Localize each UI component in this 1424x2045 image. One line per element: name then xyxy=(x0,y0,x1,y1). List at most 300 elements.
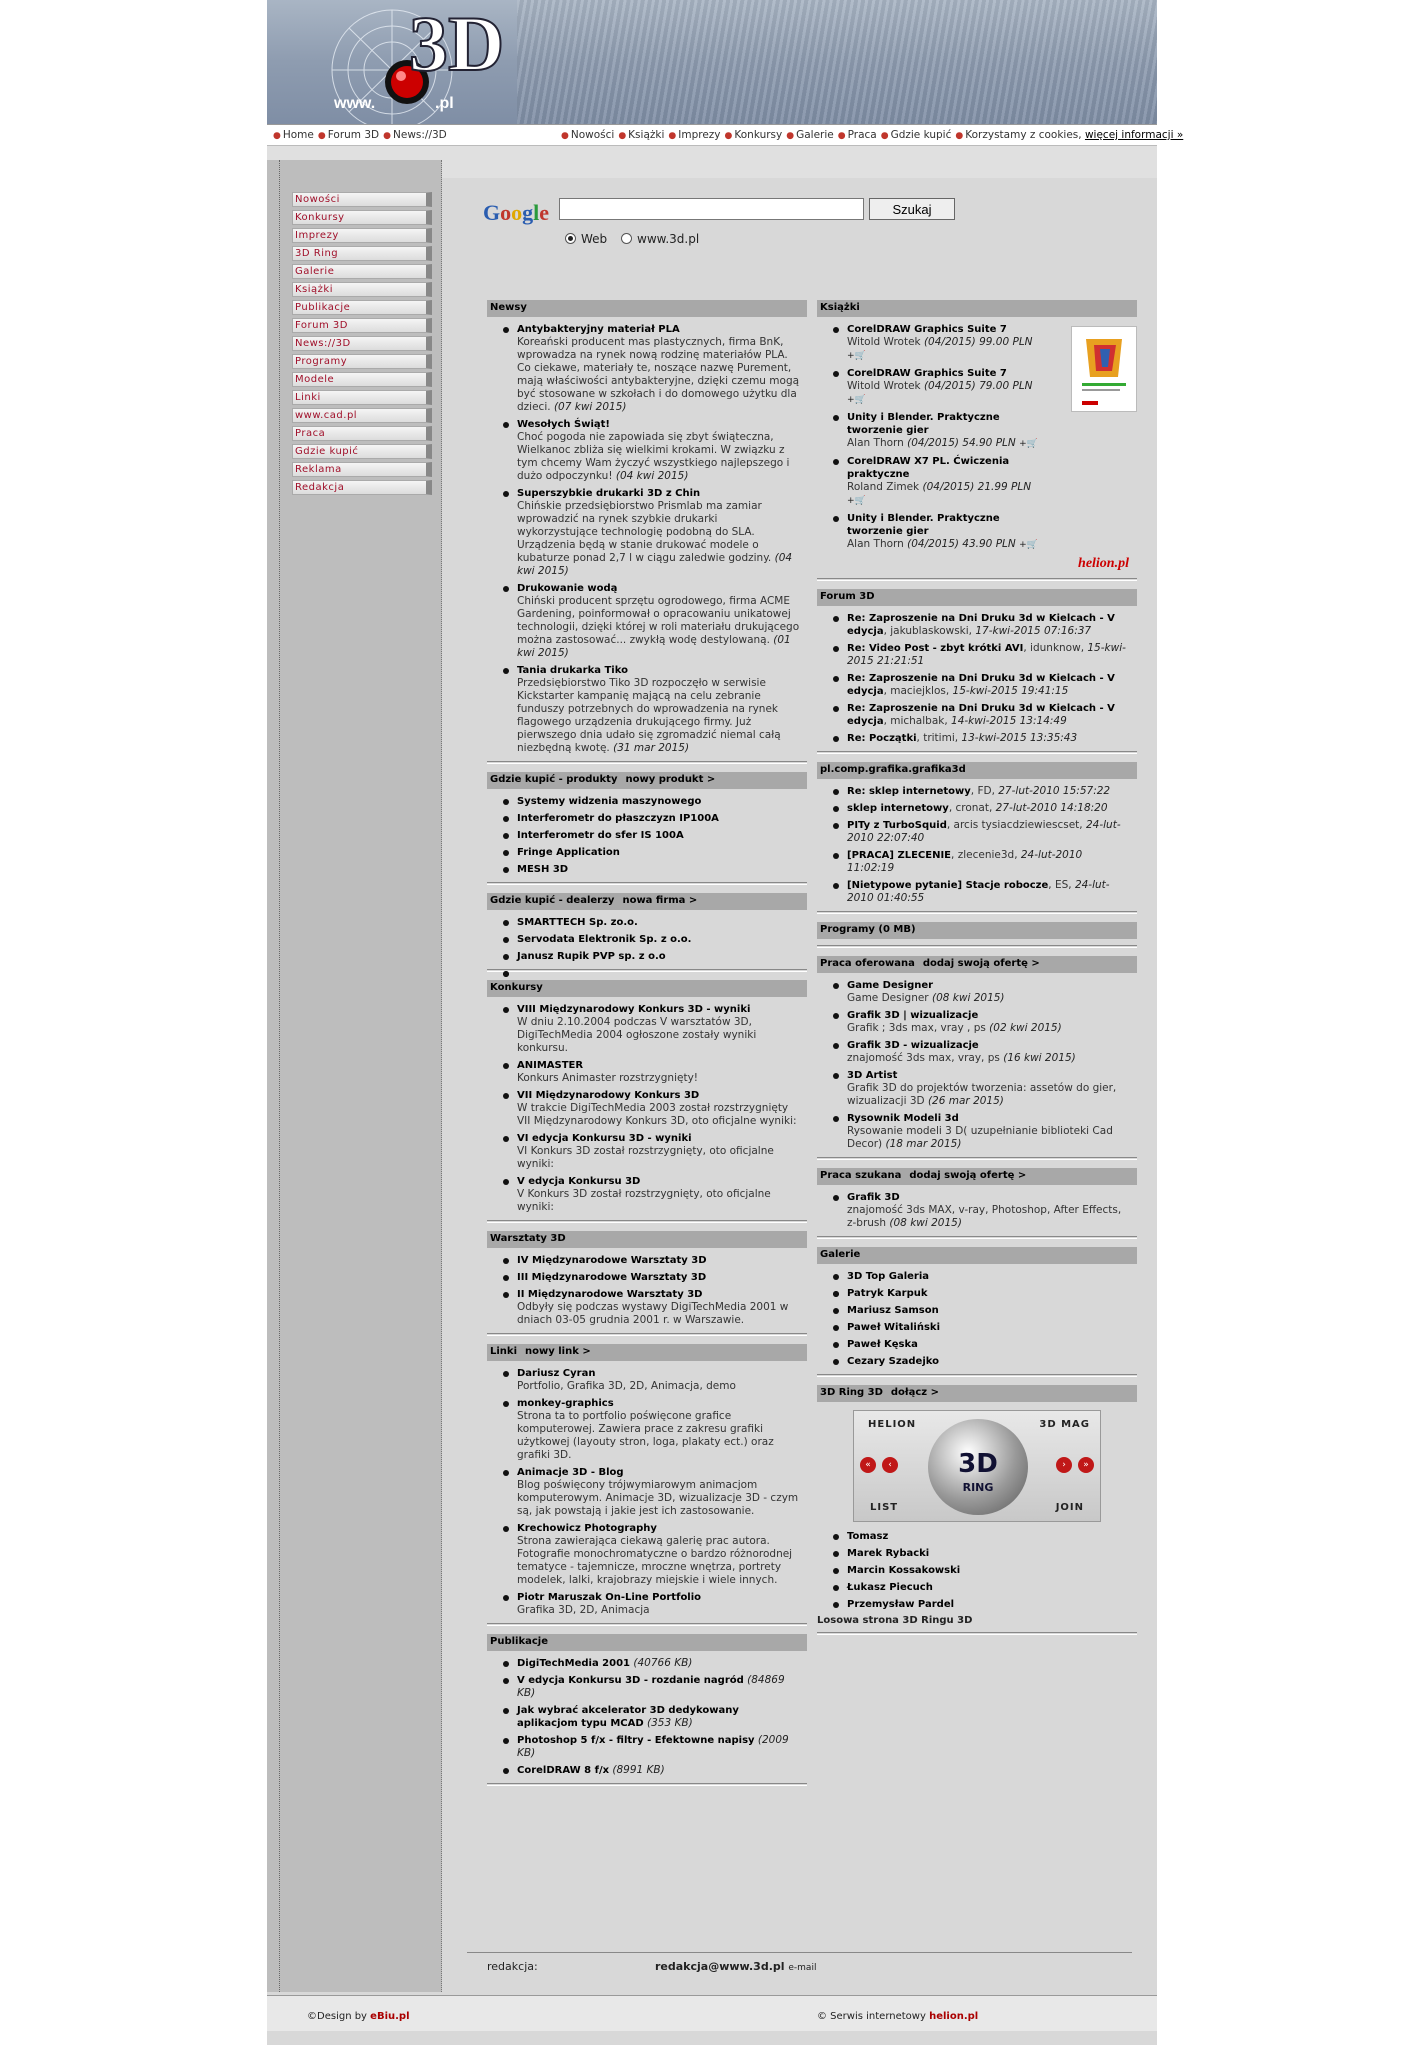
item-title-link[interactable]: ANIMASTER xyxy=(517,1060,584,1071)
cart-icon[interactable]: +🛒 xyxy=(847,496,866,506)
item-title-link[interactable]: Cezary Szadejko xyxy=(847,1356,940,1367)
sidebar-item-1[interactable]: Konkursy xyxy=(292,210,432,225)
item-title-link[interactable]: VI edycja Konkursu 3D - wyniki xyxy=(517,1133,692,1144)
bullet-icon: ● xyxy=(317,131,326,141)
item-meta: (84869 KB) xyxy=(517,1674,785,1699)
item-title-link[interactable]: Re: sklep internetowy xyxy=(847,786,971,797)
item-meta: (31 mar 2015) xyxy=(613,742,690,754)
list-item xyxy=(847,612,1131,638)
item-title-link[interactable]: Grafik 3D | wizualizacje xyxy=(847,1010,979,1021)
item-meta: 24-lut-2010 01:40:55 xyxy=(847,879,1110,904)
section-divider xyxy=(817,945,1137,948)
list-item xyxy=(847,367,1053,407)
item-title-link[interactable]: Mariusz Samson xyxy=(847,1305,939,1316)
section-dealerzy xyxy=(487,893,807,972)
item-title-link[interactable]: sklep internetowy xyxy=(847,803,949,814)
bullet-icon: ● xyxy=(618,131,627,141)
item-list xyxy=(817,979,1137,1151)
nav-left-0[interactable]: Home xyxy=(282,129,314,141)
list-item xyxy=(517,487,801,578)
item-title-link[interactable]: Antybakteryjny materiał PLA xyxy=(517,324,680,335)
radio-web[interactable]: Web xyxy=(565,232,607,246)
item-title-link[interactable]: Wesołych Świąt! xyxy=(517,419,610,430)
nav-right-6[interactable]: Gdzie kupić xyxy=(890,129,952,141)
item-title-link[interactable]: VII Międzynarodowy Konkurs 3D xyxy=(517,1090,700,1101)
item-meta: (02 kwi 2015) xyxy=(989,1022,1062,1034)
item-meta: 17-kwi-2015 07:16:37 xyxy=(975,625,1092,637)
section-header: Warsztaty 3D xyxy=(487,1231,807,1248)
sidebar-item-11[interactable]: Linki xyxy=(292,390,432,405)
section-divider xyxy=(817,751,1137,754)
item-title-link[interactable]: CorelDRAW Graphics Suite 7 xyxy=(847,368,1007,379)
item-title-link[interactable]: Re: Zaproszenie na Dni Druku 3d w Kielcach - V edycja xyxy=(847,613,1115,637)
list-item xyxy=(517,1704,801,1730)
item-title-link[interactable]: 3D Top Galeria xyxy=(847,1271,930,1282)
cart-icon[interactable]: +🛒 xyxy=(1019,540,1038,550)
section-header: Konkursy xyxy=(487,980,807,997)
item-author: , idunknow, xyxy=(1023,642,1085,654)
section-header: Gdzie kupić - produkty nowy produkt > xyxy=(487,772,807,789)
section-programy xyxy=(817,922,1137,948)
list-item xyxy=(517,1734,801,1760)
item-meta: (04/2015) 79.00 PLN xyxy=(923,380,1033,392)
item-title-link[interactable]: Grafik 3D - wizualizacje xyxy=(847,1040,979,1051)
item-desc: Chińskie przedsiębiorstwo Prismlab ma zamiar wprowadzić na rynek szybkie drukarki wykorzystujące technologię podobną do SLA. Urządzenia będą w stanie drukować modele o kubaturze ponad 2,7 l w ciągu zaledwie godziny. xyxy=(517,500,772,564)
nav-right-0[interactable]: Nowości xyxy=(570,129,615,141)
item-author: , arcis tysiacdziewiescset, xyxy=(946,819,1083,831)
item-desc: znajomość 3ds MAX, v-ray, Photoshop, After Effects, z-brush xyxy=(847,1204,1122,1229)
sidebar-item-0[interactable]: Nowości xyxy=(292,192,432,207)
sidebar-menu xyxy=(292,192,432,498)
item-list xyxy=(817,1270,1137,1368)
list-item xyxy=(517,1288,801,1327)
section-divider xyxy=(487,1623,807,1626)
list-item xyxy=(847,849,1131,875)
item-title-link[interactable]: [PRACA] ZLECENIE xyxy=(847,850,952,861)
list-item xyxy=(517,1764,801,1777)
item-author: , FD, xyxy=(970,785,995,797)
item-list xyxy=(487,323,807,755)
item-title-link[interactable]: Re: Zaproszenie na Dni Druku 3d w Kielcach - V edycja xyxy=(847,703,1115,727)
item-title-link[interactable]: CorelDRAW Graphics Suite 7 xyxy=(847,324,1007,335)
item-list xyxy=(817,785,1137,905)
item-list xyxy=(817,612,1137,745)
site-logo[interactable] xyxy=(287,0,557,124)
sidebar-item-7[interactable]: Forum 3D xyxy=(292,318,432,333)
list-item xyxy=(847,785,1131,798)
item-meta: 15-kwi-2015 21:21:51 xyxy=(847,642,1126,667)
nav-left-2[interactable]: News://3D xyxy=(393,129,447,141)
list-item xyxy=(517,812,801,825)
list-item xyxy=(517,846,801,859)
editorial-email[interactable] xyxy=(655,1960,816,1973)
service-credit: © Serwis internetowy helion.pl xyxy=(817,2011,979,2022)
list-item xyxy=(517,1657,801,1670)
sidebar-item-2[interactable]: Imprezy xyxy=(292,228,432,243)
item-title-link[interactable]: Tomasz xyxy=(847,1531,889,1542)
list-item xyxy=(517,418,801,483)
item-title-link[interactable]: Superszybkie drukarki 3D z Chin xyxy=(517,488,701,499)
bullet-icon: ● xyxy=(383,131,391,141)
item-title-link[interactable]: Fringe Application xyxy=(517,847,620,858)
list-item xyxy=(517,664,801,755)
section-newsy xyxy=(487,300,807,764)
section-divider xyxy=(817,1157,1137,1160)
nav-right-2[interactable]: Imprezy xyxy=(678,129,721,141)
sidebar-item-9[interactable]: Programy xyxy=(292,354,432,369)
item-title-link[interactable]: VIII Międzynarodowy Konkurs 3D - wyniki xyxy=(517,1004,751,1015)
ring-helion-link[interactable]: HELION xyxy=(868,1419,917,1430)
section-header: Publikacje xyxy=(487,1634,807,1651)
book-cover-image[interactable] xyxy=(1071,326,1137,412)
list-item xyxy=(847,1009,1131,1035)
item-meta: 13-kwi-2015 13:35:43 xyxy=(961,732,1078,744)
nav-right-3[interactable]: Konkursy xyxy=(734,129,783,141)
section-action-link[interactable]: nowy produkt > xyxy=(625,774,716,785)
page xyxy=(267,0,1184,2045)
item-desc: Grafik 3D do projektów tworzenia: assetów do gier, wizualizacji 3D xyxy=(847,1082,1117,1107)
list-item xyxy=(847,1191,1131,1230)
list-item xyxy=(847,512,1053,552)
cart-icon[interactable]: +🛒 xyxy=(847,395,866,405)
item-title-link[interactable]: Grafik 3D xyxy=(847,1192,900,1203)
item-title-link[interactable]: Przemysław Pardel xyxy=(847,1599,955,1610)
ring-mag-link[interactable]: 3D MAG xyxy=(1039,1419,1090,1430)
sidebar-item-8[interactable]: News://3D xyxy=(292,336,432,351)
ring-next-icon[interactable]: › xyxy=(1056,1457,1072,1473)
section-action-link[interactable]: dodaj swoją ofertę > xyxy=(909,1170,1027,1181)
item-title-link[interactable]: Jak wybrać akcelerator 3D dedykowany aplikacjom typu MCAD xyxy=(517,1705,739,1729)
ring-sphere-logo: 3D RING xyxy=(928,1419,1028,1515)
list-item xyxy=(517,863,801,876)
section-divider xyxy=(487,761,807,764)
item-desc: znajomość 3ds max, vray, ps xyxy=(847,1052,1000,1064)
bullet-icon: ● xyxy=(786,131,795,141)
list-item xyxy=(847,979,1131,1005)
search-input[interactable] xyxy=(559,198,864,220)
search-button[interactable]: Szukaj xyxy=(869,198,955,220)
section-divider xyxy=(817,1374,1137,1377)
section-forum xyxy=(817,589,1137,754)
list-item xyxy=(847,642,1131,668)
item-title-link[interactable]: Dariusz Cyran xyxy=(517,1368,596,1379)
list-item xyxy=(517,916,801,929)
left-column xyxy=(487,300,807,1794)
section-publikacje xyxy=(487,1634,807,1786)
list-item xyxy=(517,1522,801,1587)
cart-icon[interactable]: +🛒 xyxy=(847,351,866,361)
list-item xyxy=(517,1674,801,1700)
item-title-link[interactable]: Re: Video Post - zbyt krótki AVI xyxy=(847,643,1024,654)
item-list xyxy=(817,1530,1137,1611)
svg-text:.pl: .pl xyxy=(435,95,454,112)
item-title-link[interactable]: Photoshop 5 f/x - filtry - Efektowne napisy xyxy=(517,1735,755,1746)
nav-right-1[interactable]: Książki xyxy=(628,129,665,141)
section-praca_sz xyxy=(817,1168,1137,1239)
top-navigation xyxy=(267,124,1184,146)
list-item xyxy=(517,1271,801,1284)
bullet-icon: ● xyxy=(668,131,677,141)
section-warsztaty xyxy=(487,1231,807,1336)
list-item xyxy=(847,1112,1131,1151)
item-meta: 24-lut-2010 22:07:40 xyxy=(847,819,1121,844)
item-title-link[interactable]: Krechowicz Photography xyxy=(517,1523,657,1534)
item-title-link[interactable]: Drukowanie wodą xyxy=(517,583,618,594)
cookie-more-link[interactable]: więcej informacji » xyxy=(1084,129,1184,141)
item-desc: Rysowanie modeli 3 D( uzupełnianie biblioteki Cad Decor) xyxy=(847,1125,1113,1150)
bullet-icon: ● xyxy=(837,131,846,141)
item-desc: Witold Wrotek xyxy=(847,336,921,348)
item-desc: Portfolio, Grafika 3D, 2D, Animacja, demo xyxy=(517,1380,736,1392)
sidebar-item-12[interactable]: www.cad.pl xyxy=(292,408,432,423)
item-desc: Przedsiębiorstwo Tiko 3D rozpoczęło w serwisie Kickstarter kampanię mającą na celu zebranie funduszy potrzebnych do wprowadzenia na rynek flagowego urządzenia drukującego firmy. Już pierwszego dnia udało się zgromadzić niemal całą niezbędną kwotę. xyxy=(517,677,781,754)
item-meta: 27-lut-2010 15:57:22 xyxy=(998,785,1111,797)
radio-selected-icon[interactable] xyxy=(565,233,576,244)
item-meta: (04 kwi 2015) xyxy=(615,470,689,482)
item-meta: (16 kwi 2015) xyxy=(1003,1052,1076,1064)
section-divider xyxy=(487,1783,807,1786)
item-desc: Roland Zimek xyxy=(847,481,920,493)
ebiu-link[interactable]: eBiu.pl xyxy=(370,2011,410,2022)
item-author: , maciejklos, xyxy=(883,685,950,697)
item-title-link[interactable]: Game Designer xyxy=(847,980,934,991)
sidebar-item-4[interactable]: Galerie xyxy=(292,264,432,279)
nav-right-4[interactable]: Galerie xyxy=(796,129,834,141)
section-header: Praca szukana dodaj swoją ofertę > xyxy=(817,1168,1137,1185)
bullet-icon: ● xyxy=(880,131,889,141)
item-desc: W dniu 2.10.2004 podczas V warsztatów 3D, DigiTechMedia 2004 ogłoszone zostały wyniki konkursu. xyxy=(517,1016,757,1054)
helion-link[interactable]: helion.pl xyxy=(929,2011,979,2022)
list-item xyxy=(517,933,801,946)
list-item xyxy=(517,582,801,660)
section-header: 3D Ring 3D dołącz > xyxy=(817,1385,1137,1402)
list-item xyxy=(517,950,801,963)
list-item xyxy=(847,1039,1131,1065)
item-meta: (04 kwi 2015) xyxy=(517,552,793,577)
list-item xyxy=(847,819,1131,845)
section-produkty xyxy=(487,772,807,885)
sidebar-item-3[interactable]: 3D Ring xyxy=(292,246,432,261)
item-title-link[interactable]: monkey-graphics xyxy=(517,1398,614,1409)
radio-site[interactable]: www.3d.pl xyxy=(621,232,699,246)
item-list xyxy=(487,1657,807,1777)
item-title-link[interactable]: Tania drukarka Tiko xyxy=(517,665,628,676)
item-title-link[interactable]: Re: Początki xyxy=(847,733,917,744)
item-meta: (40766 KB) xyxy=(633,1657,693,1669)
item-meta: (04/2015) 21.99 PLN xyxy=(922,481,1032,493)
list-item xyxy=(847,455,1053,508)
nav-left-1[interactable]: Forum 3D xyxy=(327,129,380,141)
item-author: , tritimi, xyxy=(916,732,959,744)
item-meta: (8991 KB) xyxy=(612,1764,665,1776)
list-item xyxy=(517,1089,801,1128)
section-action-link[interactable]: nowy link > xyxy=(525,1346,591,1357)
list-item xyxy=(517,1003,801,1055)
item-desc: Konkurs Animaster rozstrzygnięty! xyxy=(517,1072,698,1084)
list-item xyxy=(847,323,1053,363)
item-title-link[interactable]: IV Międzynarodowe Warsztaty 3D xyxy=(517,1255,707,1266)
list-item xyxy=(847,802,1131,815)
list-item xyxy=(847,1530,1131,1543)
section-header: Linki nowy link > xyxy=(487,1344,807,1361)
section-ring xyxy=(817,1385,1137,1635)
item-title-link[interactable]: Interferometr do sfer IS 100A xyxy=(517,830,684,841)
editorial-label: redakcja: xyxy=(487,1960,538,1973)
ring-join-link[interactable]: JOIN xyxy=(1055,1502,1084,1513)
list-item xyxy=(517,829,801,842)
item-title-link[interactable]: CorelDRAW 8 f/x xyxy=(517,1765,610,1776)
sidebar-item-14[interactable]: Gdzie kupić xyxy=(292,444,432,459)
svg-text:3D: 3D xyxy=(409,0,505,87)
item-meta: (18 mar 2015) xyxy=(885,1138,962,1150)
list-item xyxy=(517,1591,801,1617)
ring-list-link[interactable]: LIST xyxy=(870,1502,899,1513)
editorial-footer xyxy=(467,1952,1132,1980)
item-meta: 24-lut-2010 11:02:19 xyxy=(847,849,1083,874)
item-title-link[interactable]: Unity i Blender. Praktyczne tworzenie gier xyxy=(847,513,1000,537)
item-title-link[interactable]: Animacje 3D - Blog xyxy=(517,1467,624,1478)
list-item xyxy=(847,1304,1131,1317)
list-item xyxy=(847,1581,1131,1594)
section-header: Forum 3D xyxy=(817,589,1137,606)
item-desc: Choć pogoda nie zapowiada się zbyt świąteczna, Wielkanoc zbliża się wielkimi krokami. W związku z tym chcemy Wam życzyć wszystkiego najlepszego i dużo odpoczynku! xyxy=(517,431,790,482)
item-desc: Alan Thorn xyxy=(847,437,904,449)
list-item xyxy=(847,1564,1131,1577)
nav-left xyxy=(269,129,447,141)
list-item xyxy=(847,1321,1131,1334)
3d-ring-banner[interactable] xyxy=(853,1410,1101,1522)
list-item xyxy=(517,795,801,808)
list-item xyxy=(517,1254,801,1267)
nav-right-5[interactable]: Praca xyxy=(847,129,877,141)
item-title-link[interactable]: 3D Artist xyxy=(847,1070,898,1081)
item-title-link[interactable]: II Międzynarodowe Warsztaty 3D xyxy=(517,1289,703,1300)
item-title-link[interactable]: Servodata Elektronik Sp. z o.o. xyxy=(517,934,692,945)
list-item xyxy=(847,1069,1131,1108)
item-title-link[interactable]: Paweł Kęska xyxy=(847,1339,918,1350)
cart-icon[interactable]: +🛒 xyxy=(1019,439,1038,449)
item-author: , cronat, xyxy=(948,802,993,814)
section-header: Programy (0 MB) xyxy=(817,922,1137,939)
item-desc: Alan Thorn xyxy=(847,538,904,550)
item-title-link[interactable]: V edycja Konkursu 3D xyxy=(517,1176,641,1187)
section-divider xyxy=(487,882,807,885)
ring-prev-icon[interactable]: ‹ xyxy=(882,1457,898,1473)
item-title-link[interactable]: Rysownik Modeli 3d xyxy=(847,1113,959,1124)
email-address[interactable]: redakcja@www.3d.pl xyxy=(655,1960,785,1973)
sidebar-item-15[interactable]: Reklama xyxy=(292,462,432,477)
item-title-link[interactable]: Marek Rybacki xyxy=(847,1548,930,1559)
list-item xyxy=(517,1132,801,1171)
item-list xyxy=(487,1003,807,1214)
section-action-link[interactable]: nowa firma > xyxy=(622,895,698,906)
item-desc: Strona ta to portfolio poświęcone grafice komputerowej. Zawiera prace z zakresu grafiki użytkowej (layouty stron, loga, plakaty ect.) oraz grafiki 3D. xyxy=(517,1410,774,1461)
item-title-link[interactable]: DigiTechMedia 2001 xyxy=(517,1658,631,1669)
item-title-link[interactable]: Systemy widzenia maszynowego xyxy=(517,796,702,807)
section-action-link[interactable]: dołącz > xyxy=(890,1387,939,1398)
list-item xyxy=(517,1466,801,1518)
radio-unselected-icon[interactable] xyxy=(621,233,632,244)
ring-next-next-icon[interactable]: » xyxy=(1078,1457,1094,1473)
bullet-icon: ● xyxy=(273,131,281,141)
item-title-link[interactable]: SMARTTECH Sp. zo.o. xyxy=(517,917,638,928)
item-desc: VI Konkurs 3D został rozstrzygnięty, oto oficjalne wyniki: xyxy=(517,1145,774,1170)
item-title-link[interactable]: Łukasz Piecuch xyxy=(847,1582,933,1593)
item-meta: (04/2015) 54.90 PLN xyxy=(907,437,1016,449)
section-galerie xyxy=(817,1247,1137,1377)
item-title-link[interactable]: Piotr Maruszak On-Line Portfolio xyxy=(517,1592,702,1603)
header-banner xyxy=(267,0,1157,124)
section-divider xyxy=(487,969,807,972)
item-title-link[interactable]: Patryk Karpuk xyxy=(847,1288,928,1299)
helion-logo[interactable]: helion.pl xyxy=(1078,556,1129,571)
item-list xyxy=(487,1367,807,1617)
item-meta: (08 kwi 2015) xyxy=(931,992,1005,1004)
sidebar-item-5[interactable]: Książki xyxy=(292,282,432,297)
item-title-link[interactable]: [Nietypowe pytanie] Stacje robocze xyxy=(847,880,1049,891)
item-title-link[interactable]: PITy z TurboSquid xyxy=(847,820,947,831)
section-divider xyxy=(487,1333,807,1336)
list-item xyxy=(847,702,1131,728)
item-title-link[interactable]: Paweł Witaliński xyxy=(847,1322,941,1333)
list-item xyxy=(847,732,1131,745)
section-linki xyxy=(487,1344,807,1626)
google-search xyxy=(483,198,983,268)
list-item xyxy=(517,1397,801,1462)
item-meta: (04/2015) 99.00 PLN xyxy=(923,336,1033,348)
list-item xyxy=(517,1059,801,1085)
item-meta: (04/2015) 43.90 PLN xyxy=(907,538,1016,550)
item-title-link[interactable]: V edycja Konkursu 3D - rozdanie nagród xyxy=(517,1675,744,1686)
sidebar-dotted-line xyxy=(279,160,280,1992)
sidebar xyxy=(267,160,442,1992)
item-title-link[interactable]: Unity i Blender. Praktyczne tworzenie gier xyxy=(847,412,1000,436)
item-author: , zlecenie3d, xyxy=(951,849,1018,861)
sidebar-item-10[interactable]: Modele xyxy=(292,372,432,387)
item-title-link[interactable]: Janusz Rupik PVP sp. z o.o xyxy=(517,951,666,962)
item-desc: Blog poświęcony trójwymiarowym animacjom komputerowym. Animacje 3D, wizualizacje 3D - czym są, jak powstają i jakie jest ich zastosowanie. xyxy=(517,1479,799,1517)
search-scope xyxy=(565,232,709,246)
sidebar-item-16[interactable]: Redakcja xyxy=(292,480,432,495)
cookie-notice: Korzystamy z cookies, więcej informacji » xyxy=(965,129,1184,141)
right-column xyxy=(817,300,1137,1643)
list-item xyxy=(517,323,801,414)
item-title-link[interactable]: CorelDRAW X7 PL. Ćwiczenia praktyczne xyxy=(847,456,1010,480)
section-divider xyxy=(817,578,1137,581)
item-author: , ES, xyxy=(1048,879,1072,891)
bullet-icon: ● xyxy=(561,131,569,141)
svg-text:www.: www. xyxy=(334,95,376,112)
item-desc: Odbyły się podczas wystawy DigiTechMedia 2001 w dniach 03-05 grudnia 2001 r. w Warszawie. xyxy=(517,1301,789,1326)
item-title-link[interactable]: Interferometr do płaszczyzn IP100A xyxy=(517,813,719,824)
item-title-link[interactable]: MESH 3D xyxy=(517,864,569,875)
sidebar-item-13[interactable]: Praca xyxy=(292,426,432,441)
list-item xyxy=(847,1338,1131,1351)
item-list xyxy=(487,1254,807,1327)
banner-texture xyxy=(517,0,1157,124)
item-title-link[interactable]: Re: Zaproszenie na Dni Druku 3d w Kielcach - V edycja xyxy=(847,673,1115,697)
section-ksiazki xyxy=(817,300,1137,581)
item-title-link[interactable]: III Międzynarodowe Warsztaty 3D xyxy=(517,1272,707,1283)
section-action-link[interactable]: dodaj swoją ofertę > xyxy=(922,958,1040,969)
ring-prev-prev-icon[interactable]: « xyxy=(860,1457,876,1473)
nav-right xyxy=(557,129,1183,141)
random-ring-link[interactable]: Losowa strona 3D Ringu 3D xyxy=(817,1615,973,1626)
sidebar-item-6[interactable]: Publikacje xyxy=(292,300,432,315)
section-header: Praca oferowana dodaj swoją ofertę > xyxy=(817,956,1137,973)
item-title-link[interactable]: Marcin Kossakowski xyxy=(847,1565,961,1576)
item-list xyxy=(817,1191,1137,1230)
